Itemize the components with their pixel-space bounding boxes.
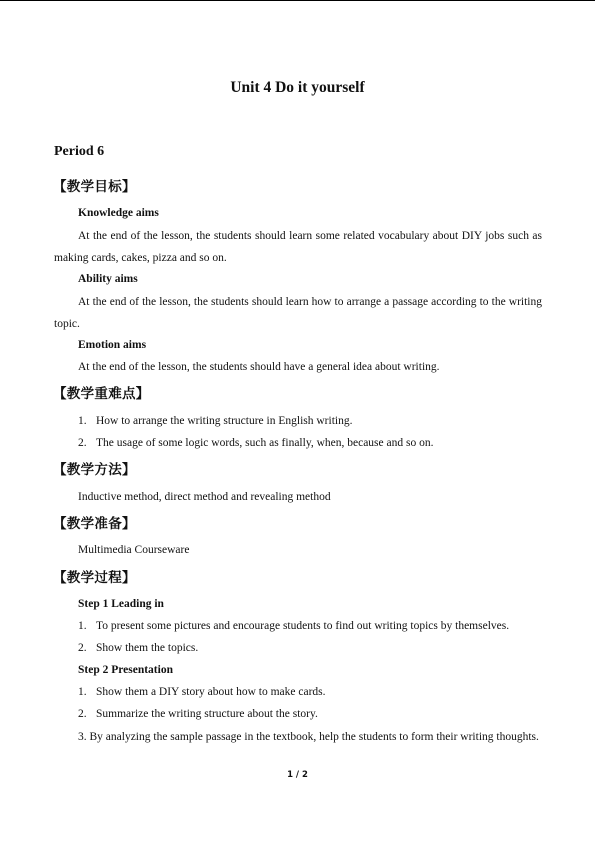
list-text: The usage of some logic words, such as finally, when, because and so on. xyxy=(96,437,434,449)
list-item xyxy=(78,642,198,654)
list-text: How to arrange the writing structure in English writing. xyxy=(96,415,353,427)
list-text: Show them the topics. xyxy=(96,642,199,654)
page-number: 1 / 2 xyxy=(287,770,308,780)
list-text: To present some pictures and encourage students to find out writing topics by themselves. xyxy=(96,620,510,632)
preparation-text: Multimedia Courseware xyxy=(78,544,190,556)
list-item-wrapped: 3. By analyzing the sample passage in the textbook, help the students to form their writing thoughts. xyxy=(78,731,539,743)
section-methods: 【教学方法】 xyxy=(53,462,136,478)
list-number: 2. xyxy=(78,437,87,449)
list-item xyxy=(78,686,326,698)
section-process: 【教学过程】 xyxy=(53,570,136,586)
document-title: Unit 4 Do it yourself xyxy=(230,79,365,96)
list-item xyxy=(78,708,318,720)
list-number: 1. xyxy=(78,415,87,427)
section-key-points: 【教学重难点】 xyxy=(53,386,150,402)
list-number: 1. xyxy=(78,686,87,698)
list-item xyxy=(78,620,509,632)
list-item xyxy=(78,415,352,427)
list-text: Show them a DIY story about how to make cards. xyxy=(96,686,326,698)
emotion-aims-heading: Emotion aims xyxy=(78,339,147,351)
ability-aims-text: At the end of the lesson, the students should learn how to arrange a passage according to the writing topic. xyxy=(54,296,542,330)
knowledge-aims-text: At the end of the lesson, the students should learn some related vocabulary about DIY jobs such as making cards, cakes, pizza and so on. xyxy=(54,230,542,264)
methods-text: Inductive method, direct method and revealing method xyxy=(78,491,331,503)
step1-heading: Step 1 Leading in xyxy=(78,598,164,610)
section-preparation: 【教学准备】 xyxy=(53,516,136,532)
list-number: 1. xyxy=(78,620,87,632)
step2-heading: Step 2 Presentation xyxy=(78,664,173,676)
ability-aims-heading: Ability aims xyxy=(78,273,138,285)
period-heading: Period 6 xyxy=(54,144,105,159)
list-item xyxy=(78,437,433,449)
list-number: 2. xyxy=(78,708,87,720)
section-objectives: 【教学目标】 xyxy=(53,179,136,195)
list-number: 2. xyxy=(78,642,87,654)
top-rule xyxy=(0,0,595,1)
list-text: Summarize the writing structure about the story. xyxy=(96,708,318,720)
knowledge-aims-heading: Knowledge aims xyxy=(78,207,159,219)
emotion-aims-text: At the end of the lesson, the students should have a general idea about writing. xyxy=(78,361,440,373)
